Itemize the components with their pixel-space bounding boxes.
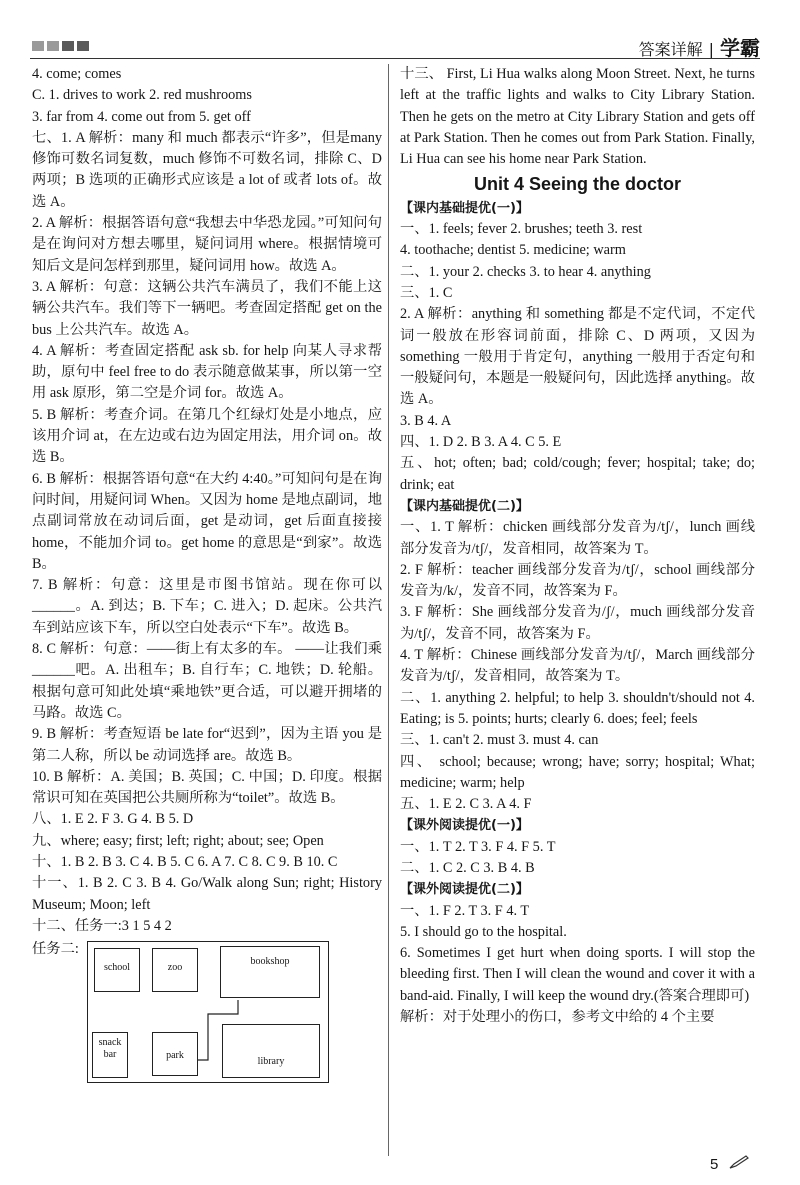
map-task: [32, 939, 382, 1089]
header-brand: 答案详解 | 学霸: [638, 36, 760, 60]
map-room-library: library: [222, 1024, 320, 1078]
answer-line: 解析：对于处理小的伤口，参考文中给的 4 个主要: [400, 1009, 715, 1026]
answer-line: 2. A 解析：anything 和 something 都是不定代词，不定代词一般放在形容词前面，排除 C、D 两项，又因为 something 一般用于肯定句，anything 一般用于否定句和一般疑问句，本题是一般疑问句，因此选择 anything。故选 A。: [400, 306, 755, 408]
answer-line: 5. I should go to the hospital.: [400, 923, 567, 940]
section-heading: 【课外阅读提优(一)】: [400, 818, 529, 834]
page-header: [0, 0, 800, 60]
answer-line: 十一、1. B 2. C 3. B 4. Go/Walk along Sun; right; History Museum; Moon; left: [32, 875, 382, 913]
answer-line: 一、1. feels; fever 2. brushes; teeth 3. rest: [400, 221, 643, 238]
answer-line: 四、 school; because; wrong; have; sorry; hospital; What; medicine; warm; help: [400, 753, 755, 791]
answer-line: 四、1. D 2. B 3. A 4. C 5. E: [400, 434, 562, 451]
answer-line: 4. T 解析：Chinese 画线部分发音为/tʃ/，March 画线部分发音为/tʃ/，发音相同，故答案为 T。: [400, 647, 755, 685]
answer-line: 3. F 解析：She 画线部分发音为/ʃ/，much 画线部分发音为/tʃ/，发音不同，故答案为 F。: [400, 604, 755, 642]
answer-line: 10. B 解析：A. 美国；B. 英国；C. 中国；D. 印度。根据常识可知在英国把公共厕所称为“toilet”。故选 B。: [32, 768, 382, 807]
right-column: [400, 64, 755, 1028]
answer-line: 十、1. B 2. B 3. C 4. B 5. C 6. A 7. C 8. C 9. B 10. C: [32, 853, 338, 870]
answer-line: 九、where; easy; first; left; right; about; see; Open: [32, 832, 324, 849]
section-heading: 【课内基础提优(一)】: [400, 200, 529, 216]
brand-logo-text: 学霸: [720, 36, 760, 60]
answer-line: 6. B 解析：根据答语句意“在大约 4:40。”可知问句是在询问时间，用疑问词 When。又因为 home 是地点副词，地点副词常放在动词后面，get 是动词，get 后面直接接 home，不能加介词 to。get home 的意思是“到家”。故选 B。: [32, 470, 382, 572]
page-number: 5: [710, 1156, 719, 1173]
answer-line: C. 1. drives to work 2. red mushrooms: [32, 87, 252, 104]
route-map: [87, 941, 329, 1083]
answer-line: 2. F 解析：teacher 画线部分发音为/tʃ/，school 画线部分发音为/k/，发音不同，故答案为 F。: [400, 561, 755, 600]
answer-line: 二、1. anything 2. helpful; to help 3. shouldn't/should not 4. Eating; is 5. points; hurts; clearly 6. does; feel; feels: [400, 689, 755, 727]
answer-line: 4. toothache; dentist 5. medicine; warm: [400, 242, 626, 259]
answer-line: 6. Sometimes I get hurt when doing sports. I will stop the bleeding first. Then I will clean the wound and cover it with a band-aid. Finally, I will keep the wound dry.(答案合理即可): [400, 945, 755, 1004]
map-label: 任务二:: [32, 941, 79, 958]
route-line: [88, 942, 328, 1082]
answer-line: 3. B 4. A: [400, 412, 452, 429]
header-label: 答案详解: [638, 40, 703, 59]
section-heading: 【课内基础提优(二)】: [400, 498, 529, 514]
answer-line: 一、1. T 2. T 3. F 4. F 5. T: [400, 838, 556, 855]
answer-line: 9. B 解析：考查短语 be late for“迟到”，因为主语 you 是第二人称，所以 be 动词选择 are。故选 B。: [32, 726, 382, 764]
left-column: [32, 64, 382, 1089]
header-rule: [30, 58, 760, 59]
answer-line: 三、1. can't 2. must 3. must 4. can: [400, 732, 599, 749]
pencil-icon: [728, 1154, 750, 1170]
map-room-zoo: zoo: [152, 948, 198, 992]
unit-title: Unit 4 Seeing the doctor: [473, 174, 682, 195]
section-heading: 【课外阅读提优(二)】: [400, 882, 529, 898]
answer-line: 8. C 解析：句意：——街上有太多的车。 ——让我们乘______吧。A. 出租车；B. 自行车；C. 地铁；D. 轮船。根据句意可知此处填“乘地铁”更合适，可以避开拥堵的马路。故选 C。: [32, 641, 382, 721]
unit-answers: [400, 198, 755, 1029]
answer-line: 十二、任务一:3 1 5 4 2: [32, 917, 172, 934]
answer-line: 2. A 解析：根据答语句意“我想去中华恐龙园。”可知问句是在询问对方想去哪里，疑问词用 where。根据情境可知后文是问怎样到那里，疑问词用 how。故选 A。: [32, 215, 382, 274]
left-answers: [32, 64, 382, 937]
answer-line: 五、1. E 2. C 3. A 4. F: [400, 796, 532, 813]
answer-line: 八、1. E 2. F 3. G 4. B 5. D: [32, 811, 194, 828]
answer-line: 七、1. A 解析：many 和 much 都表示“许多”，但是many 修饰可数名词复数，much 修饰不可数名词，排除 C、D 两项；B 选项的正确形式应该是 a lot of 或者 lots of。故选 A。: [32, 129, 382, 210]
map-room-school: school: [94, 948, 140, 992]
column-divider: [388, 64, 389, 1156]
answer-line: 4. come; comes: [32, 66, 122, 82]
answer-line: 五、hot; often; bad; cold/cough; fever; hospital; take; do; drink; eat: [400, 455, 755, 493]
answer-line: 4. A 解析：考查固定搭配 ask sb. for help 向某人寻求帮助，原句中 feel free to do 表示随意做某事，所以第一空用 ask 原形，第二空是介词 for。故选 A。: [32, 342, 382, 402]
map-room-bookshop: bookshop: [220, 946, 320, 998]
answer-line: 三、1. C: [400, 284, 453, 301]
map-room-snack-bar: snack bar: [92, 1032, 128, 1078]
answer-line: 二、1. C 2. C 3. B 4. B: [400, 859, 535, 876]
answer-line: 二、1. your 2. checks 3. to hear 4. anything: [400, 263, 651, 280]
map-room-park: park: [152, 1032, 198, 1076]
answer-13: 十三、 First, Li Hua walks along Moon Street. Next, he turns left at the traffic lights and walks to City Library Station. Then he gets on the metro at City Library Station and gets off at Park Station. Then he comes out from Park Station. Finally, Li Hua can see his home near Park Station.: [400, 66, 755, 168]
answer-line: 3. far from 4. come out from 5. get off: [32, 108, 251, 125]
answer-line: 一、1. F 2. T 3. F 4. T: [400, 902, 530, 919]
answer-line: 3. A 解析：句意：这辆公共汽车满员了，我们不能上这辆公共汽车。我们等下一辆吧。考查固定搭配 get on the bus 上公共汽车。故选 A。: [32, 278, 382, 338]
answer-line: 5. B 解析：考查介词。在第几个红绿灯处是小地点，应该用介词 at，在左边或右边为固定用法，用介词 on。故选 B。: [32, 406, 382, 466]
answer-line: 7. B 解析：句意：这里是市图书馆站。现在你可以______。A. 到达；B. 下车；C. 进入；D. 起床。公共汽车到站应该下车，所以空白处表示“下车”。故选 B。: [32, 577, 382, 636]
answer-line: 一、1. T 解析：chicken 画线部分发音为/tʃ/，lunch 画线部分发音为/tʃ/，发音相同，故答案为 T。: [400, 519, 755, 557]
decorative-squares: [32, 38, 92, 56]
